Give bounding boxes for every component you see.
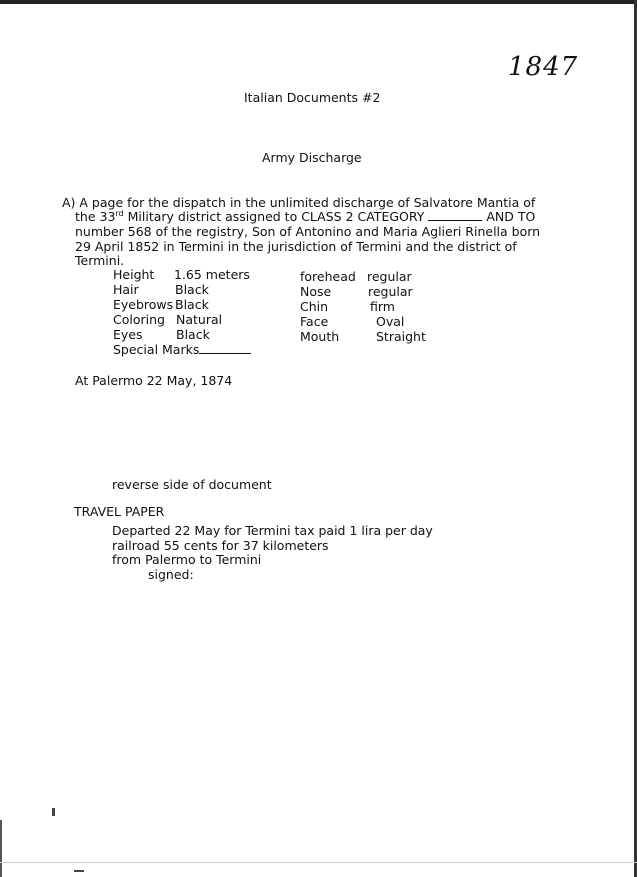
body-line-1: A) A page for the dispatch in the unlimited discharge of Salvatore Mantia of: [62, 195, 536, 210]
desc-height-label: Height: [113, 267, 155, 282]
reverse-note: reverse side of document: [112, 477, 272, 492]
scan-bottom-line: [0, 862, 637, 863]
body-line-2: [75, 209, 535, 224]
desc-coloring-value: Natural: [176, 312, 223, 327]
desc-hair-label: Hair: [113, 282, 139, 297]
desc-forehead-label: forehead: [300, 269, 356, 284]
category-blank: [428, 209, 482, 221]
body-line-2-middle: Military district assigned to CLASS 2 CATEGORY: [123, 209, 429, 224]
scan-speck: [74, 870, 84, 872]
desc-height-value: 1.65 meters: [174, 267, 250, 282]
travel-line-1: Departed 22 May for Termini tax paid 1 lira per day: [112, 523, 433, 538]
desc-face-value: Oval: [376, 314, 405, 329]
travel-heading: TRAVEL PAPER: [74, 504, 165, 519]
desc-eyes-value: Black: [176, 327, 210, 342]
document-subtitle: Army Discharge: [262, 150, 362, 165]
desc-eyebrows-label: Eyebrows: [113, 297, 174, 312]
travel-line-2: railroad 55 cents for 37 kilometers: [112, 538, 329, 553]
desc-chin-label: Chin: [300, 299, 329, 314]
ordinal-suffix: rd: [115, 208, 124, 218]
scan-top-border: [0, 0, 637, 4]
travel-line-3: from Palermo to Termini: [112, 552, 262, 567]
desc-mouth-value: Straight: [376, 329, 426, 344]
body-line-3: number 568 of the registry, Son of Antonino and Maria Aglieri Rinella born: [75, 224, 541, 239]
desc-coloring-label: Coloring: [113, 312, 165, 327]
body-line-2-end: AND TO: [482, 209, 536, 224]
body-line-5: Termini.: [75, 253, 125, 268]
special-marks-label: Special Marks: [113, 342, 200, 357]
desc-face-label: Face: [300, 314, 329, 329]
place-date: At Palermo 22 May, 1874: [75, 373, 233, 388]
desc-special-marks: [113, 342, 251, 357]
body-line-2-start: the 33: [75, 209, 116, 224]
desc-mouth-label: Mouth: [300, 329, 340, 344]
desc-forehead-value: regular: [367, 269, 412, 284]
desc-eyes-label: Eyes: [113, 327, 143, 342]
scan-speck: [52, 808, 55, 816]
desc-eyebrows-value: Black: [175, 297, 209, 312]
desc-nose-label: Nose: [300, 284, 332, 299]
body-line-4: 29 April 1852 in Termini in the jurisdiction of Termini and the district of: [75, 239, 517, 254]
handwritten-number: 1847: [508, 52, 579, 82]
travel-signed: signed:: [148, 567, 194, 582]
document-title: Italian Documents #2: [244, 90, 381, 105]
desc-chin-value: firm: [370, 299, 395, 314]
desc-hair-value: Black: [175, 282, 209, 297]
special-marks-blank: [199, 342, 251, 354]
desc-nose-value: regular: [368, 284, 413, 299]
scan-left-border: [0, 820, 2, 877]
